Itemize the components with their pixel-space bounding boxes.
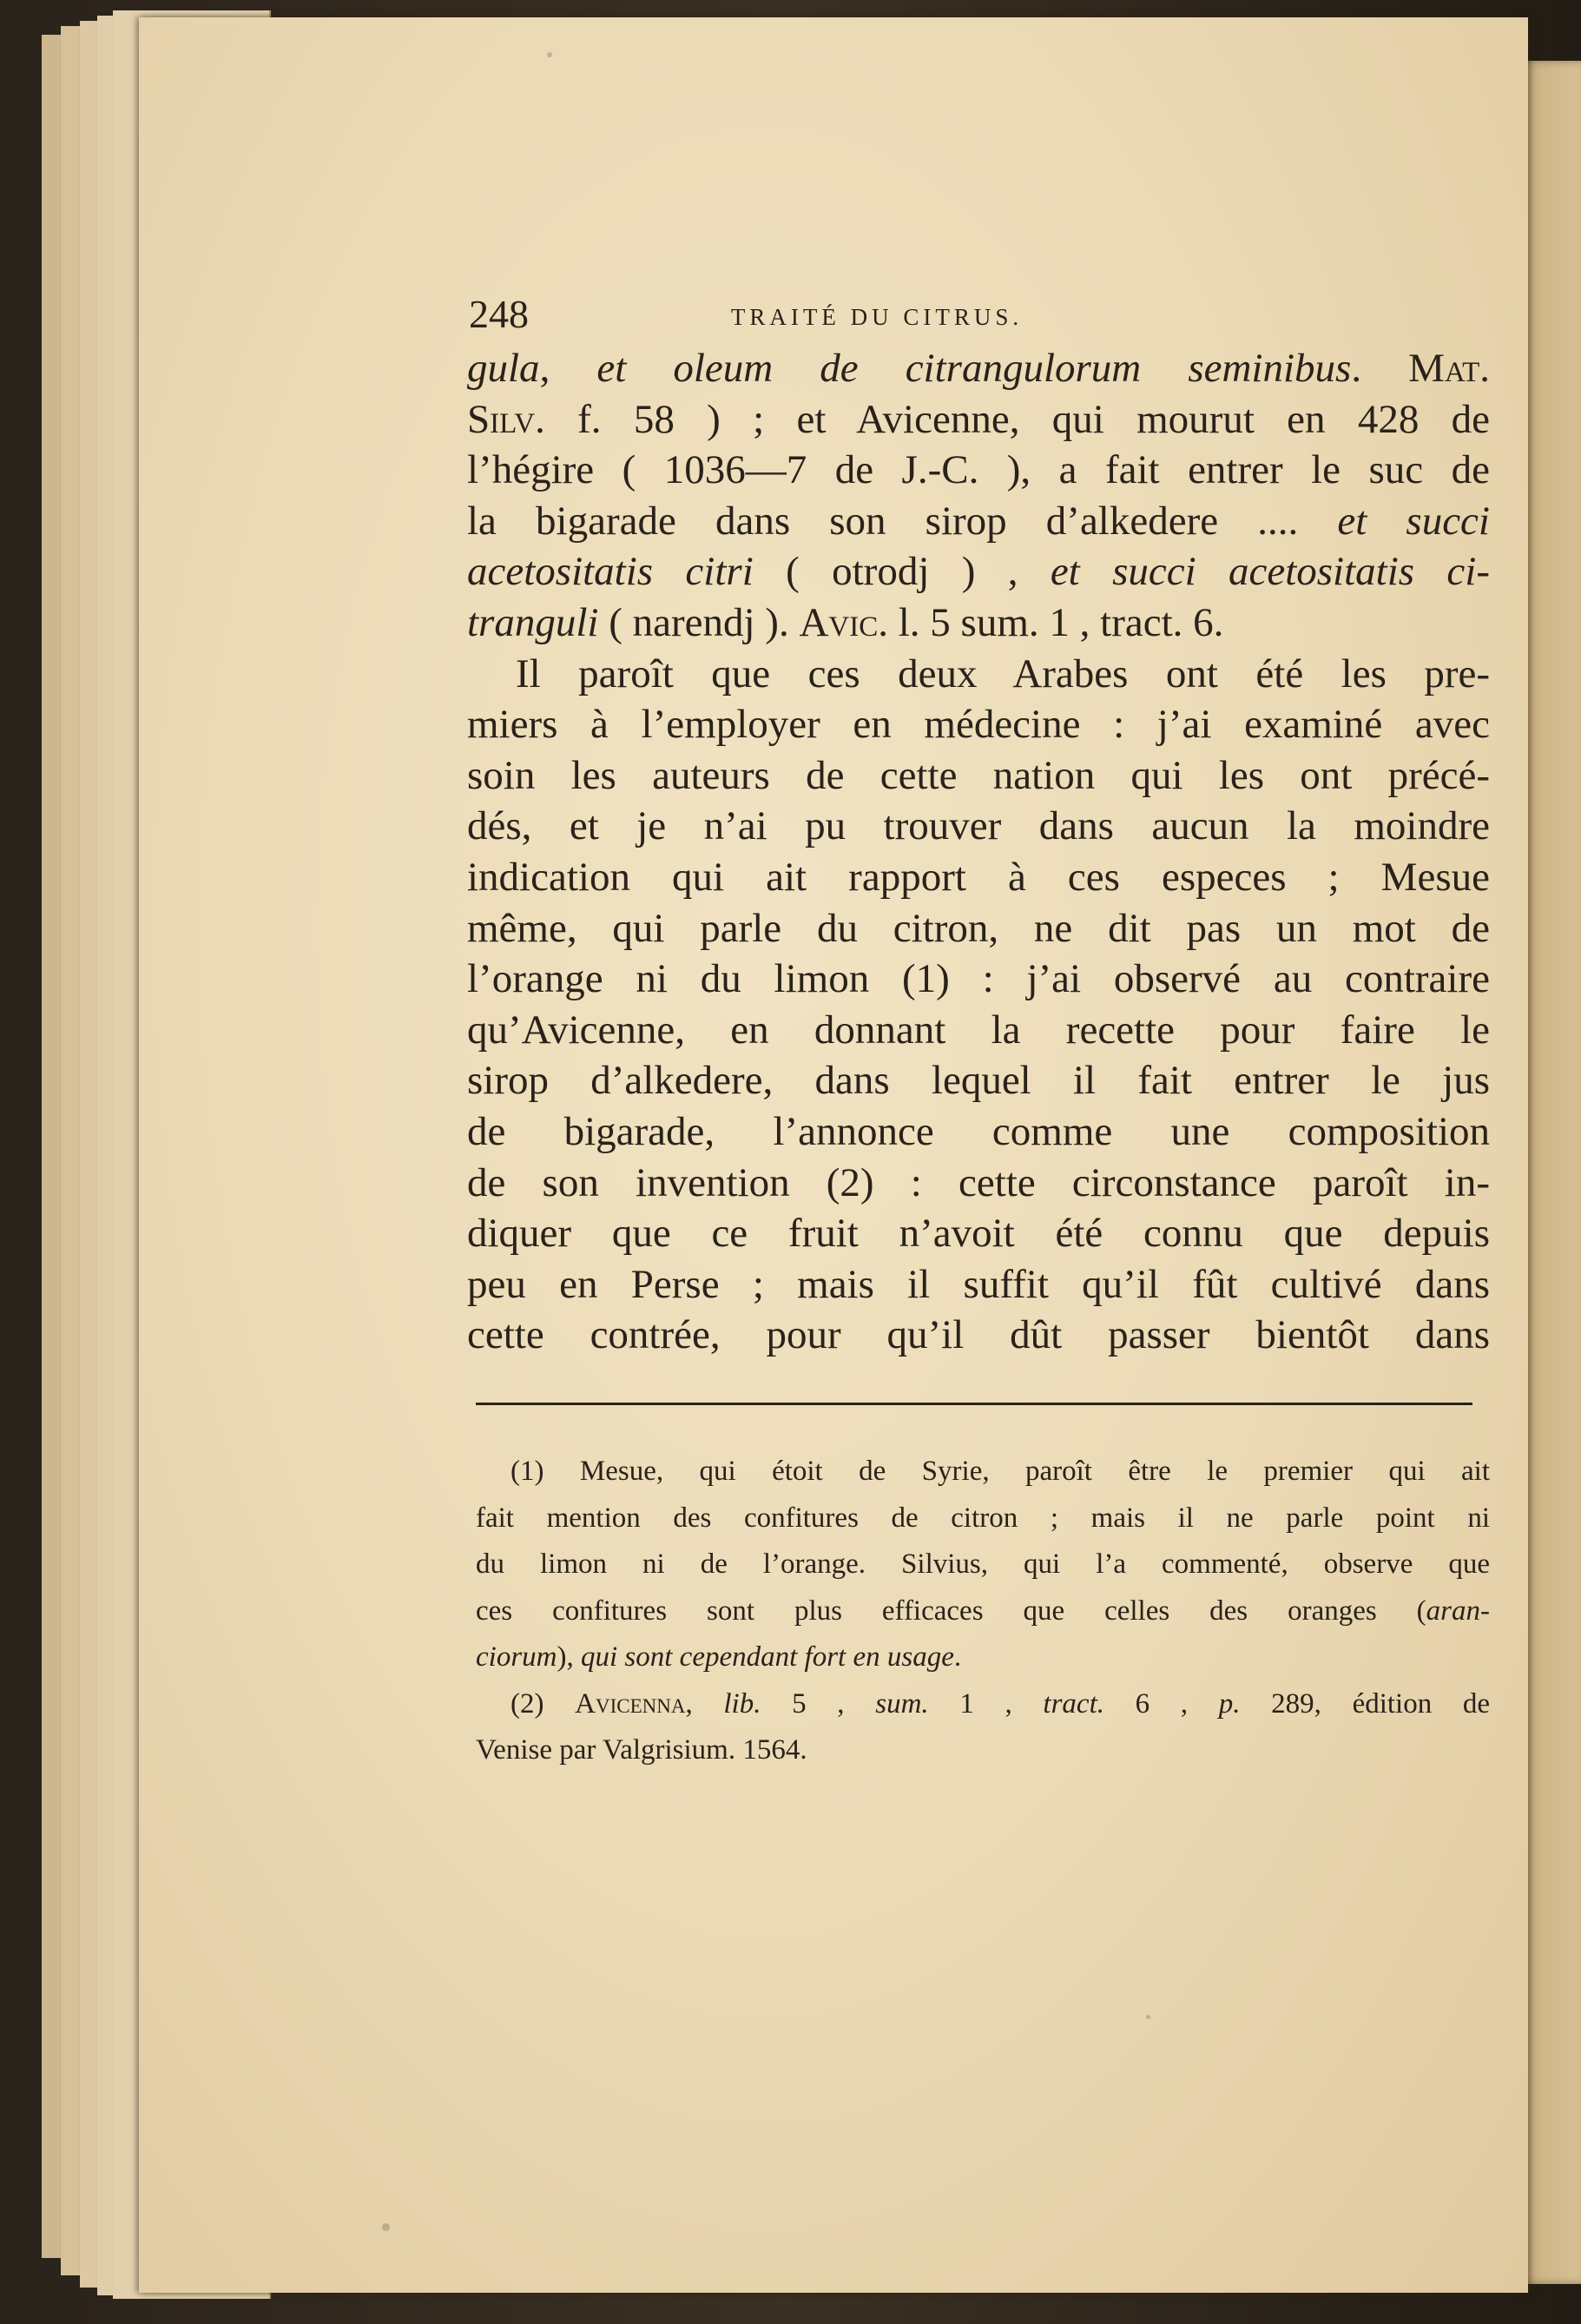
text-run: ,: [539, 346, 597, 391]
text-run: Avic.: [799, 599, 888, 645]
footnote-line: [476, 1449, 1490, 1495]
text-line: [467, 598, 1490, 649]
text-run: ( otrodj ) ,: [753, 549, 1051, 595]
text-run: Venise par Valgrisium. 1564.: [476, 1734, 807, 1766]
text-run: et succi: [1337, 498, 1490, 544]
text-run: la bigarade dans son sirop d’alkedere ....: [467, 498, 1338, 544]
text-run: de son invention (2) : cette circonstance paroît in-: [467, 1159, 1490, 1205]
text-line: [467, 394, 1490, 446]
text-run: Avicenna: [575, 1687, 686, 1720]
footnote-rule: [476, 1403, 1472, 1405]
text-run: sum.: [875, 1687, 929, 1720]
text-run: 5 ,: [761, 1687, 876, 1720]
text-run: ),: [557, 1641, 581, 1673]
text-run: indication qui ait rapport à ces especes ; Mesue: [467, 854, 1490, 900]
text-line: [467, 852, 1490, 903]
paper-speck: [547, 52, 552, 57]
text-line: [467, 1106, 1490, 1158]
text-run: du limon ni de l’orange. Silvius, qui l’a commenté, observe que: [476, 1548, 1490, 1580]
text-run: (2): [511, 1687, 576, 1720]
text-run: sirop d’alkedere, dans lequel il fait entrer le jus: [467, 1058, 1490, 1104]
text-run: cette contrée, pour qu’il dût passer bientôt dans: [467, 1312, 1490, 1358]
text-run: 289, édition de: [1240, 1687, 1491, 1720]
footnote-line: [476, 1588, 1490, 1635]
text-run: soin les auteurs de cette nation qui les ont précé-: [467, 752, 1490, 798]
text-run: l’orange ni du limon (1) : j’ai observé au contraire: [467, 956, 1490, 1002]
text-run: et succi acetositatis ci-: [1050, 549, 1490, 595]
running-head: [469, 288, 1250, 340]
text-run: ,: [685, 1687, 724, 1720]
running-title: TRAITÉ DU CITRUS.: [730, 304, 1024, 330]
text-line: [467, 801, 1490, 852]
paper-speck: [382, 2223, 390, 2231]
text-line: [467, 1259, 1490, 1311]
footnote-line: [476, 1681, 1490, 1728]
text-line: [467, 1055, 1490, 1106]
footnote-line: [476, 1727, 1490, 1774]
text-line: [467, 954, 1490, 1005]
text-run: acetositatis citri: [467, 549, 754, 595]
text-run: ciorum: [476, 1641, 557, 1673]
text-run: même, qui parle du citron, ne dit pas un mot de: [467, 905, 1490, 951]
paper-speck: [1146, 2015, 1150, 2019]
text-run: l’hégire ( 1036—7 de J.-C. ), a fait entrer le suc de: [467, 447, 1490, 493]
text-line: [467, 496, 1490, 547]
text-run: p.: [1218, 1687, 1241, 1720]
text-run: ( narendj ).: [598, 599, 800, 645]
text-run: Il paroît que ces deux Arabes ont été les pre-: [516, 650, 1490, 697]
footnote-line: [476, 1495, 1490, 1542]
page-number: 248: [469, 292, 529, 336]
text-run: et oleum de citrangulorum seminibus: [596, 346, 1352, 391]
text-line: [467, 1208, 1490, 1259]
text-run: aran-: [1426, 1594, 1490, 1627]
text-run: f. 58 ) ; et Avicenne, qui mourut en 428 de: [544, 396, 1490, 442]
text-run: tract.: [1043, 1687, 1104, 1720]
text-run: ces confitures sont plus efficaces que celles des oranges (: [476, 1594, 1426, 1627]
text-run: tranguli: [467, 599, 599, 645]
text-run: l. 5 sum. 1 , tract. 6.: [887, 599, 1224, 645]
text-run: peu en Perse ; mais il suffit qu’il fût cultivé dans: [467, 1261, 1490, 1307]
text-run: (1) Mesue, qui étoit de Syrie, paroît être le premier qui ait: [511, 1456, 1490, 1487]
text-run: .: [1351, 346, 1409, 391]
text-run: Mat.: [1408, 346, 1491, 391]
text-line: [467, 343, 1490, 394]
body-text: [467, 343, 1490, 1361]
text-line: [467, 750, 1490, 802]
text-line: [467, 1158, 1490, 1209]
footnote-line: [476, 1634, 1490, 1681]
text-run: gula: [467, 346, 540, 391]
text-run: Silv.: [467, 396, 545, 442]
text-line: [467, 699, 1490, 750]
text-run: diquer que ce fruit n’avoit été connu que depuis: [467, 1211, 1490, 1257]
text-line: [467, 1310, 1490, 1361]
text-run: de bigarade, l’annonce comme une composition: [467, 1108, 1490, 1154]
text-line: [467, 546, 1490, 598]
footnote-line: [476, 1542, 1490, 1588]
text-run: fait mention des confitures de citron ; mais il ne parle point ni: [476, 1502, 1490, 1534]
text-run: .: [953, 1641, 962, 1673]
text-run: qu’Avicenne, en donnant la recette pour faire le: [467, 1007, 1490, 1053]
text-run: miers à l’employer en médecine : j’ai examiné avec: [467, 702, 1490, 748]
text-run: lib.: [723, 1687, 761, 1720]
text-run: qui sont cependant fort en usage: [581, 1641, 954, 1673]
footnotes: [476, 1449, 1490, 1774]
book-page: [139, 17, 1528, 2293]
text-line: [467, 1005, 1490, 1056]
text-run: 1 ,: [928, 1687, 1044, 1720]
text-run: 6 ,: [1104, 1687, 1219, 1720]
text-line: [467, 903, 1490, 954]
text-line: [467, 445, 1490, 496]
text-line: [467, 649, 1490, 700]
text-run: dés, et je n’ai pu trouver dans aucun la moindre: [467, 803, 1490, 849]
